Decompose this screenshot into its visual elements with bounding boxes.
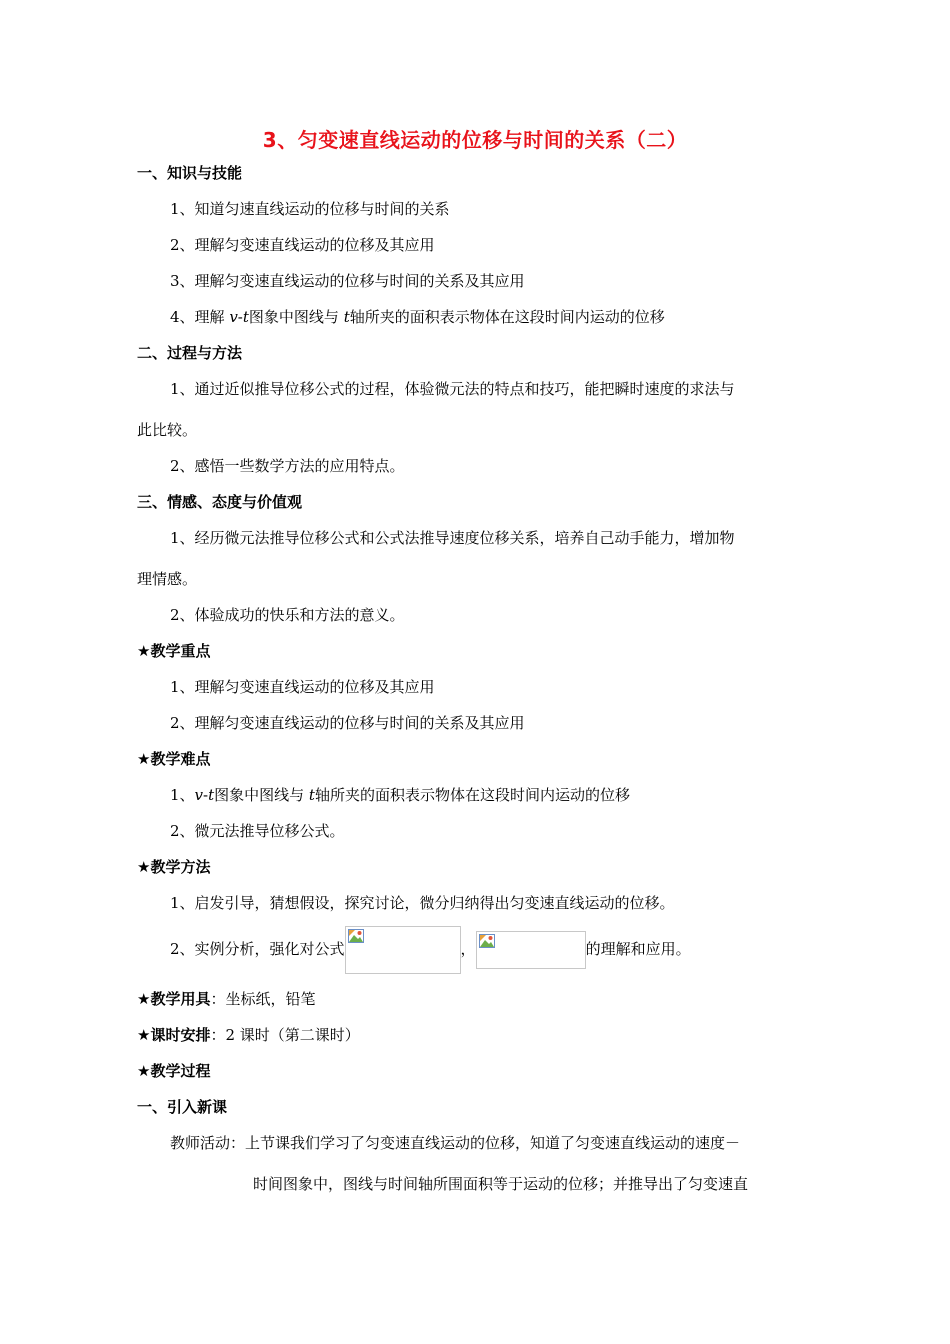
knowledge-item-2: 2、理解匀变速直线运动的位移及其应用 xyxy=(170,236,435,254)
formula-image-2 xyxy=(476,931,586,969)
section-heading-key-points: ★教学重点 xyxy=(137,642,211,660)
process-item-1-line-2: 此比较。 xyxy=(137,421,198,439)
emotion-item-1-line-1: 1、经历微元法推导位移公式和公式法推导速度位移关系，培养自己动手能力，增加物 xyxy=(170,529,735,547)
difficulty-2: 2、微元法推导位移公式。 xyxy=(170,822,345,840)
document-title: 3、匀变速直线运动的位移与时间的关系（二） xyxy=(262,128,688,152)
process-item-2: 2、感悟一些数学方法的应用特点。 xyxy=(170,457,405,475)
method-1: 1、启发引导，猜想假设，探究讨论，微分归纳得出匀变速直线运动的位移。 xyxy=(170,894,675,912)
section-heading-knowledge: 一、知识与技能 xyxy=(137,164,243,182)
emotion-item-1-line-2: 理情感。 xyxy=(137,570,198,588)
method-2: 2、实例分析，强化对公式 ， 的理解和应用。 xyxy=(170,925,691,973)
difficulty-1: 1、v-t图象中图线与 t轴所夹的面积表示物体在这段时间内运动的位移 xyxy=(170,786,630,804)
broken-image-icon xyxy=(479,934,495,948)
broken-image-icon xyxy=(348,929,364,943)
key-point-2: 2、理解匀变速直线运动的位移与时间的关系及其应用 xyxy=(170,714,525,732)
section-heading-difficulties: ★教学难点 xyxy=(137,750,211,768)
class-schedule: ★课时安排：2 课时（第二课时） xyxy=(137,1026,360,1044)
teaching-tools: ★教学用具：坐标纸，铅笔 xyxy=(137,990,316,1008)
section-heading-emotion: 三、情感、态度与价值观 xyxy=(137,493,303,511)
knowledge-item-1: 1、知道匀速直线运动的位移与时间的关系 xyxy=(170,200,450,218)
process-item-1-line-1: 1、通过近似推导位移公式的过程，体验微元法的特点和技巧，能把瞬时速度的求法与 xyxy=(170,380,735,398)
knowledge-item-3: 3、理解匀变速直线运动的位移与时间的关系及其应用 xyxy=(170,272,525,290)
section-heading-process-method: 二、过程与方法 xyxy=(137,344,243,362)
intro-line-2: 时间图象中，图线与时间轴所围面积等于运动的位移；并推导出了匀变速直 xyxy=(253,1175,749,1193)
emotion-item-2: 2、体验成功的快乐和方法的意义。 xyxy=(170,606,405,624)
section-heading-methods: ★教学方法 xyxy=(137,858,211,876)
knowledge-item-4: 4、理解 v-t图象中图线与 t轴所夹的面积表示物体在这段时间内运动的位移 xyxy=(170,308,665,326)
section-heading-teaching-process: ★教学过程 xyxy=(137,1062,211,1080)
intro-line-1: 教师活动：上节课我们学习了匀变速直线运动的位移，知道了匀变速直线运动的速度－ xyxy=(170,1134,741,1152)
formula-image-1 xyxy=(345,926,461,974)
key-point-1: 1、理解匀变速直线运动的位移及其应用 xyxy=(170,678,435,696)
section-heading-intro: 一、引入新课 xyxy=(137,1098,228,1116)
